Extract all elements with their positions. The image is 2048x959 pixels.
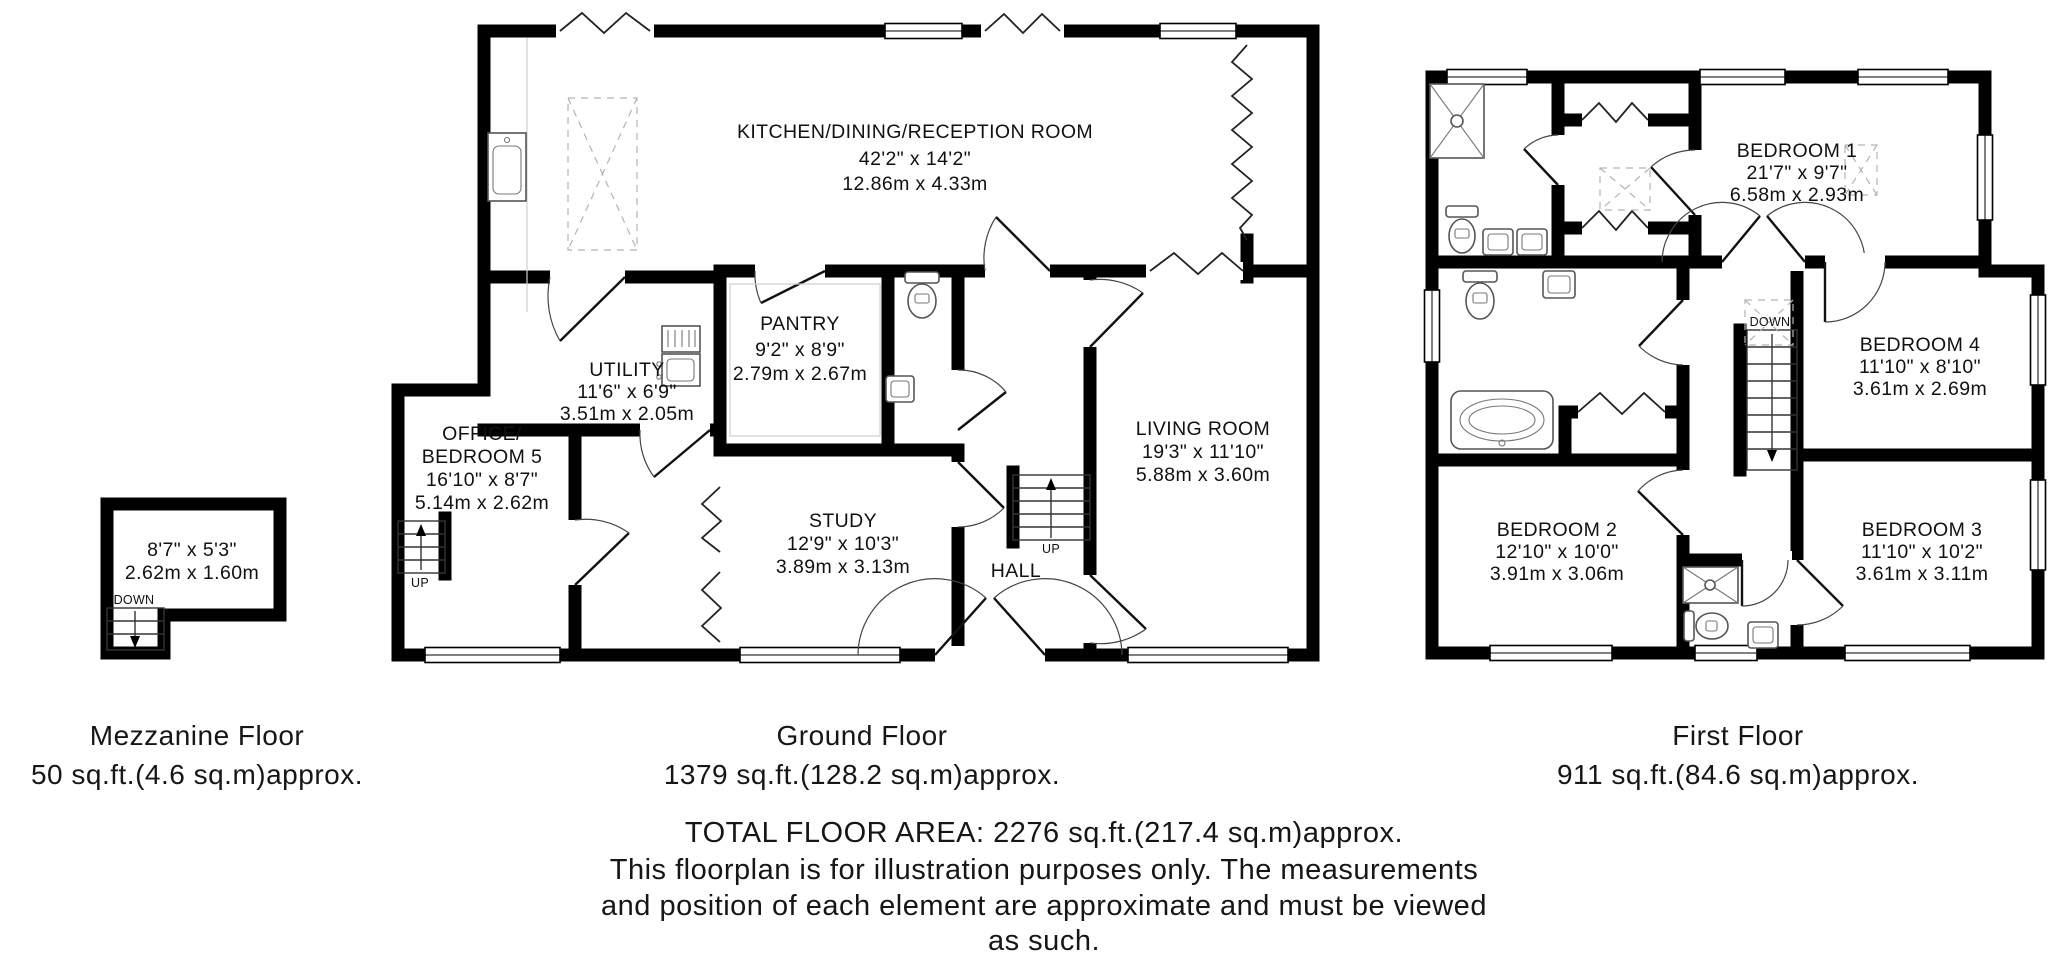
kitchen-sink-icon (488, 133, 526, 201)
ground-caption-area: 1379 sq.ft.(128.2 sq.m)approx. (663, 759, 1061, 790)
ground-floor-plan (398, 13, 1313, 664)
disclaimer-line1: This floorplan is for illustration purposes only. The measurements (609, 854, 1479, 886)
bedroom2-size-ft: 12'10" x 10'0" (1495, 541, 1619, 563)
first-caption-title: First Floor (1672, 720, 1804, 751)
kitchen-size-m: 12.86m x 4.33m (842, 173, 988, 195)
disclaimer-line3: as such. (988, 925, 1100, 957)
utility-size-ft: 11'6" x 6'9" (577, 381, 677, 403)
hall-stairs-label: UP (1042, 542, 1060, 556)
mezzanine-caption-area: 50 sq.ft.(4.6 sq.m)approx. (30, 759, 364, 790)
pantry-size-ft: 9'2" x 8'9" (755, 339, 845, 361)
first-caption-area: 911 sq.ft.(84.6 sq.m)approx. (1556, 759, 1920, 790)
office-size-ft: 16'10" x 8'7" (425, 469, 539, 491)
bedroom4-size-m: 3.61m x 2.69m (1852, 378, 1988, 400)
living-size-m: 5.88m x 3.60m (1135, 464, 1271, 486)
ground-caption-title: Ground Floor (776, 720, 948, 751)
sink-icon (1543, 271, 1575, 298)
utility-label: UTILITY (589, 359, 665, 381)
pantry-label: PANTRY (760, 313, 840, 335)
first-floor-stairs (1747, 330, 1797, 470)
bedroom4-label: BEDROOM 4 (1859, 334, 1981, 356)
office-stairs (398, 521, 445, 573)
mezzanine-stairs (107, 608, 164, 650)
office-label-line2: BEDROOM 5 (421, 446, 543, 468)
bedroom4-size-ft: 11'10" x 8'10" (1859, 356, 1981, 378)
toilet-icon (1446, 206, 1478, 253)
bedroom3-size-ft: 11'10" x 10'2" (1861, 541, 1983, 563)
total-floor-area: TOTAL FLOOR AREA: 2276 sq.ft.(217.4 sq.m)approx. (684, 817, 1404, 849)
hall-label: HALL (990, 560, 1042, 582)
mezzanine-plan (107, 504, 280, 653)
toilet-icon (905, 272, 939, 318)
mezzanine-size-m: 2.62m x 1.60m (124, 562, 260, 584)
sink-icon (1748, 622, 1778, 648)
mezzanine-stairs-label: DOWN (113, 593, 155, 607)
disclaimer-line2: and position of each element are approximate and must be viewed (601, 890, 1487, 922)
sink-icon (886, 376, 914, 402)
office-stairs-label: UP (411, 576, 429, 590)
toilet-icon (1684, 611, 1728, 641)
hall-stairs (1013, 475, 1090, 540)
first-floor-plan (1425, 70, 2046, 661)
office-label-line1: OFFICE/ (442, 423, 522, 445)
study-label: STUDY (808, 510, 878, 532)
floor-captions (31, 720, 1919, 790)
kitchen-label: KITCHEN/DINING/RECEPTION ROOM (736, 121, 1094, 143)
bifold-doors-icon (1232, 45, 1252, 240)
bedroom1-size-ft: 21'7" x 9'7" (1746, 162, 1848, 184)
office-size-m: 5.14m x 2.62m (414, 492, 550, 514)
utility-size-m: 3.51m x 2.05m (559, 403, 695, 425)
bedroom1-label: BEDROOM 1 (1736, 140, 1858, 162)
shower-icon (1430, 84, 1484, 158)
mezzanine-caption-title: Mezzanine Floor (89, 720, 305, 751)
bedroom1-size-m: 6.58m x 2.93m (1729, 184, 1865, 206)
kitchen-island-rooflight (568, 98, 637, 250)
shower-icon (1683, 567, 1738, 603)
living-size-ft: 19'3" x 11'10" (1142, 441, 1264, 463)
kitchen-size-ft: 42'2" x 14'2" (858, 148, 972, 170)
bathtub-icon (1451, 391, 1553, 449)
living-label: LIVING ROOM (1135, 418, 1271, 440)
footer-text (601, 817, 1487, 957)
mezzanine-size-ft: 8'7" x 5'3" (147, 539, 237, 561)
bedroom2-size-m: 3.91m x 3.06m (1489, 563, 1625, 585)
study-size-ft: 12'9" x 10'3" (786, 533, 900, 555)
bedroom3-size-m: 3.61m x 3.11m (1855, 563, 1989, 585)
sink-icon (1483, 229, 1547, 255)
pantry-size-m: 2.79m x 2.67m (732, 363, 868, 385)
first-stairs-label: DOWN (1749, 315, 1791, 329)
toilet-icon (1463, 271, 1497, 319)
utility-appliance-icon (662, 326, 700, 352)
study-size-m: 3.89m x 3.13m (775, 556, 911, 578)
bedroom2-label: BEDROOM 2 (1496, 519, 1618, 541)
bedroom3-label: BEDROOM 3 (1861, 519, 1983, 541)
